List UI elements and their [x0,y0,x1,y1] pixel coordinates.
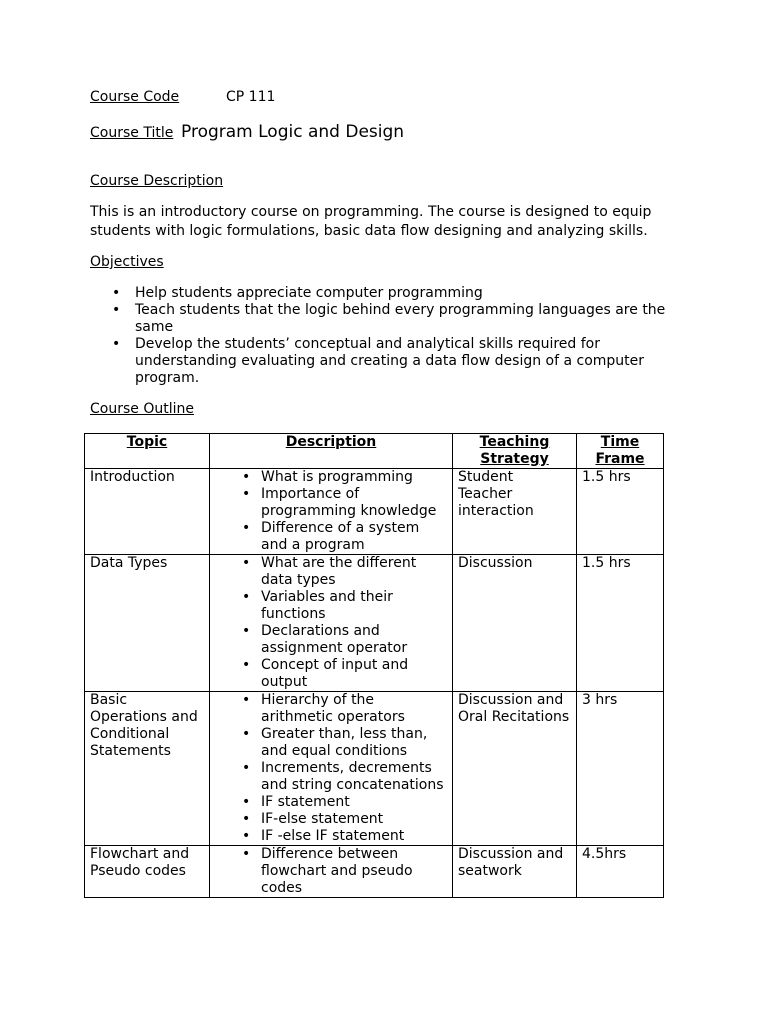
list-item: • What are the different data types [242,555,417,588]
course-outline-heading: Course Outline [90,401,194,417]
topic-cell: Introduction [85,469,210,555]
bullet-icon: • [242,828,251,844]
objectives-list [90,285,680,387]
bullet-icon: • [242,657,251,673]
strategy-cell: Discussion and Oral Recitations [453,692,577,846]
course-description-text: This is an introductory course on programming. The course is designed to equip students with logic formulations, basic data flow designing and analyzing skills. [90,204,652,239]
table-row [85,555,664,692]
column-header-description: Description [210,434,453,469]
course-outline-table [84,433,664,898]
bullet-icon: • [242,811,251,827]
bullet-icon: • [242,469,251,485]
strategy-cell: Discussion and seatwork [453,846,577,898]
strategy-cell: Student Teacher interaction [453,469,577,555]
list-item: • What is programming [242,469,413,485]
bullet-icon: • [112,336,121,352]
time-cell: 1.5 hrs [577,555,664,692]
list-item: • Teach students that the logic behind every programming languages are the same [112,302,666,335]
bullet-icon: • [242,794,251,810]
topic-cell: Data Types [85,555,210,692]
bullet-icon: • [112,285,121,301]
list-item: • IF-else statement [242,811,384,827]
description-cell [210,846,453,898]
column-header-topic: Topic [85,434,210,469]
list-item: • Greater than, less than, and equal conditions [242,726,428,759]
bullet-icon: • [242,555,251,571]
topic-cell: Basic Operations and Conditional Statements [85,692,210,846]
list-item: • Hierarchy of the arithmetic operators [242,692,405,725]
description-cell [210,692,453,846]
table-row [85,692,664,846]
time-cell: 4.5hrs [577,846,664,898]
list-item: • Help students appreciate computer programming [112,285,483,301]
course-code-value: CP 111 [226,89,276,105]
bullet-icon: • [242,760,251,776]
table-header-row [85,434,664,469]
bullet-icon: • [242,846,251,862]
course-title-value: Program Logic and Design [181,122,405,142]
column-header-time-frame: Time Frame [577,434,664,469]
list-item: • Difference between flowchart and pseudo codes [242,846,413,896]
description-cell [210,469,453,555]
list-item: • Difference of a system and a program [242,520,420,553]
bullet-icon: • [242,623,251,639]
list-item: • Develop the students’ conceptual and analytical skills required for understanding evaluating and creating a data flow design of a computer program. [112,336,645,386]
column-header-teaching-strategy: Teaching Strategy [453,434,577,469]
course-title-label: Course Title [90,125,174,141]
strategy-cell: Discussion [453,555,577,692]
list-item: • Declarations and assignment operator [242,623,408,656]
course-description-heading: Course Description [90,173,224,189]
table-row [85,846,664,898]
list-item: • Increments, decrements and string concatenations [242,760,444,793]
bullet-icon: • [242,726,251,742]
topic-cell: Flowchart and Pseudo codes [85,846,210,898]
time-cell: 1.5 hrs [577,469,664,555]
bullet-icon: • [242,692,251,708]
bullet-icon: • [242,589,251,605]
objectives-heading: Objectives [90,254,164,270]
list-item: • Concept of input and output [242,657,409,690]
course-code-label: Course Code [90,89,180,105]
list-item: • Importance of programming knowledge [242,486,437,519]
table-row [85,469,664,555]
bullet-icon: • [242,486,251,502]
list-item: • Variables and their functions [242,589,393,622]
description-cell [210,555,453,692]
list-item: • IF -else IF statement [242,828,405,844]
bullet-icon: • [112,302,121,318]
list-item: • IF statement [242,794,350,810]
bullet-icon: • [242,520,251,536]
time-cell: 3 hrs [577,692,664,846]
